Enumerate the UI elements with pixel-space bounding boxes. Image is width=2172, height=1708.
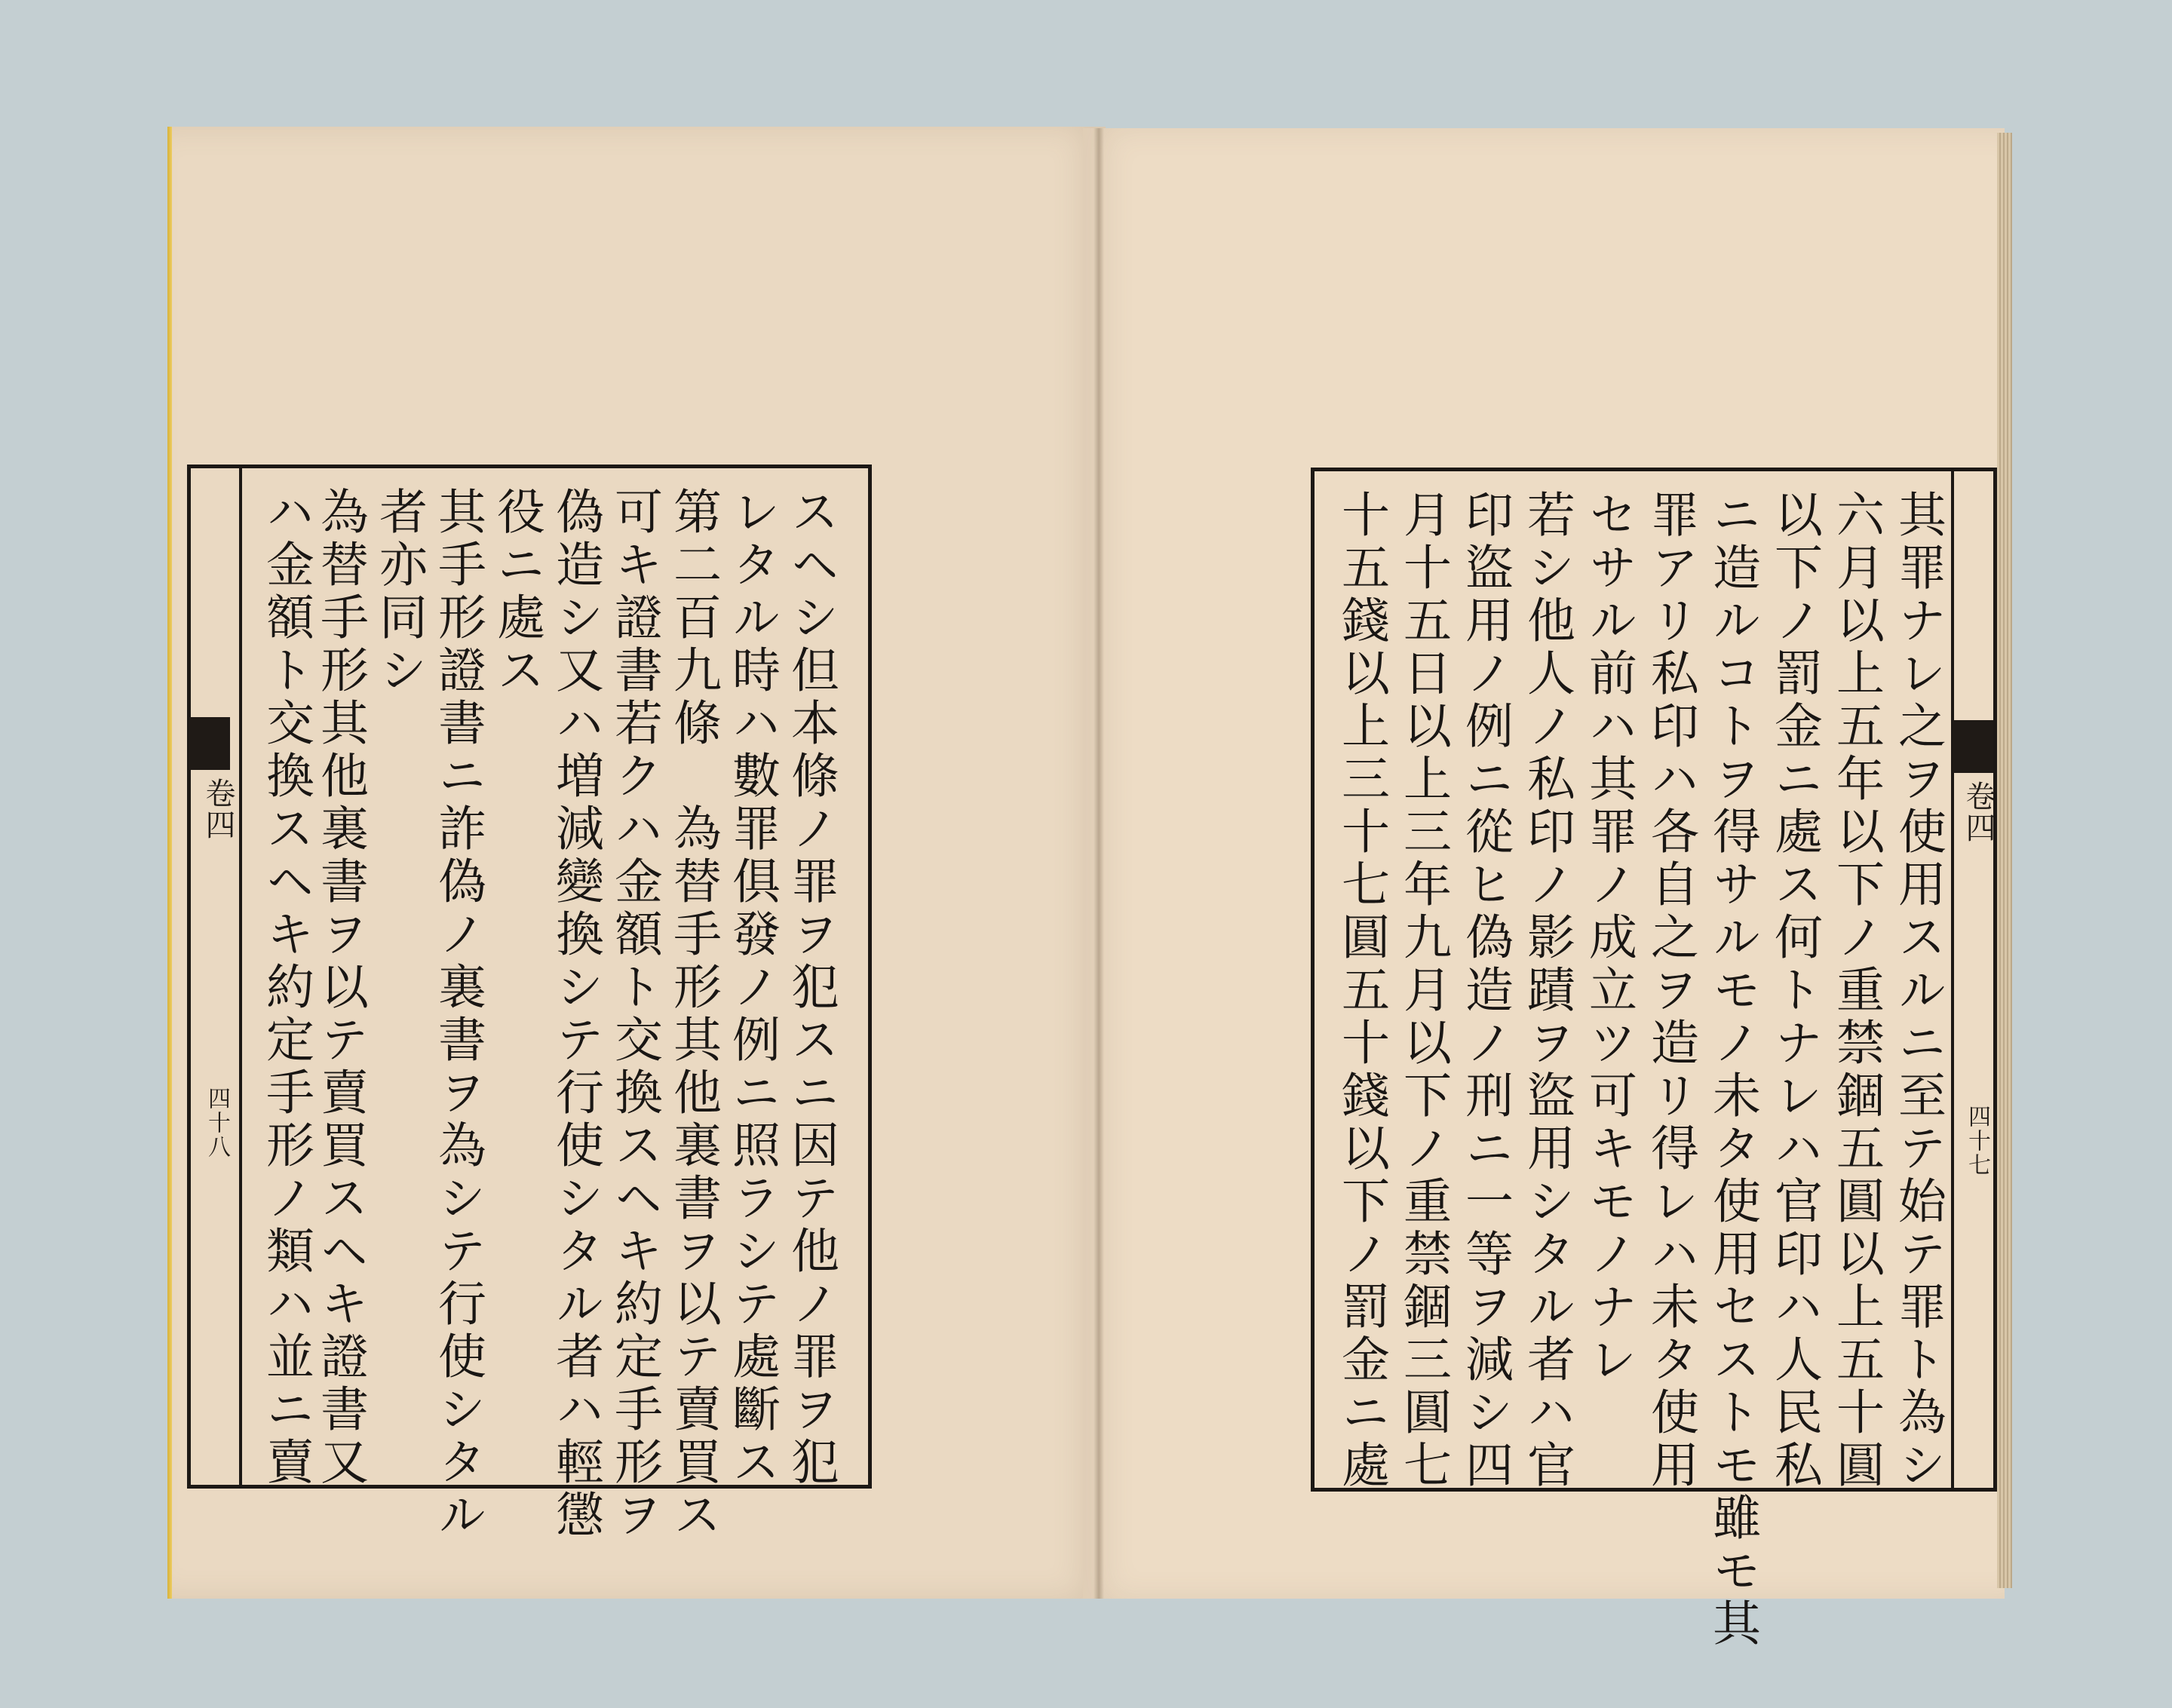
right-col-5: 罪アリ私印ハ各自之ヲ造リ得レハ未タ使用	[1643, 489, 1698, 1492]
right-text-frame	[1311, 468, 1997, 1651]
left-col-8: 第二百九條 為替手形其他裏書ヲ以テ賣買ス	[665, 486, 721, 1542]
left-margin-title: 卷四	[201, 777, 235, 841]
left-col-2: 為替手形其他裏書ヲ以テ賣買スヘキ證書又	[312, 486, 368, 1489]
right-col-1: 其罪ナレ之ヲ使用スルニ至テ始テ罪ト為シ	[1890, 489, 1946, 1492]
right-col-2: 六月以上五年以下ノ重禁錮五圓以上五十圓	[1828, 489, 1884, 1492]
right-page-number: 四十七	[1964, 1105, 1990, 1177]
left-col-4: 其手形證書ニ詐偽ノ裏書ヲ為シテ行使シタル	[430, 486, 486, 1542]
left-col-5: 役ニ處ス	[489, 486, 545, 698]
right-margin-title: 卷四	[1961, 780, 1996, 844]
left-col-7: 可キ證書若クハ金額ト交換スヘキ約定手形ヲ	[606, 486, 662, 1542]
right-col-7: 若シ他人ノ私印ノ影蹟ヲ盜用シタル者ハ官	[1519, 489, 1575, 1492]
left-col-9: レタル時ハ數罪俱發ノ例ニ照ラシテ處斷ス	[724, 486, 780, 1489]
fishtail-mark	[189, 717, 230, 770]
right-col-9: 月十五日以上三年九月以下ノ重禁錮三圓七	[1395, 489, 1451, 1492]
left-col-6: 偽造シ又ハ増減變換シテ行使シタル者ハ輕懲	[548, 486, 603, 1542]
left-col-1: ハ金額ト交換スヘキ約定手形ノ類ハ並ニ賣	[258, 486, 314, 1489]
fishtail-mark	[1953, 720, 1993, 773]
right-col-4: ニ造ルコトヲ得サルモノ未タ使用セストモ雖モ其	[1704, 489, 1760, 1651]
book-gutter	[1094, 128, 1104, 1599]
left-page-number: 四十八	[204, 1087, 230, 1159]
right-col-3: 以下ノ罰金ニ處ス何トナレハ官印ハ人民私	[1766, 489, 1822, 1492]
page-edges	[1997, 133, 2012, 1588]
right-col-10: 十五錢以上三十七圓五十錢以下ノ罰金ニ處	[1333, 489, 1389, 1492]
left-text-frame	[187, 465, 872, 1542]
left-col-3: 者亦同シ	[371, 486, 427, 698]
right-col-8: 印盜用ノ例ニ從ヒ偽造ノ刑ニ一等ヲ減シ四	[1457, 489, 1513, 1492]
right-col-6: セサル前ハ其罪ノ成立ツ可キモノナレ	[1581, 489, 1637, 1387]
left-col-10: スヘシ但本條ノ罪ヲ犯スニ因テ他ノ罪ヲ犯	[783, 486, 839, 1489]
left-margin-rule	[239, 468, 242, 1485]
